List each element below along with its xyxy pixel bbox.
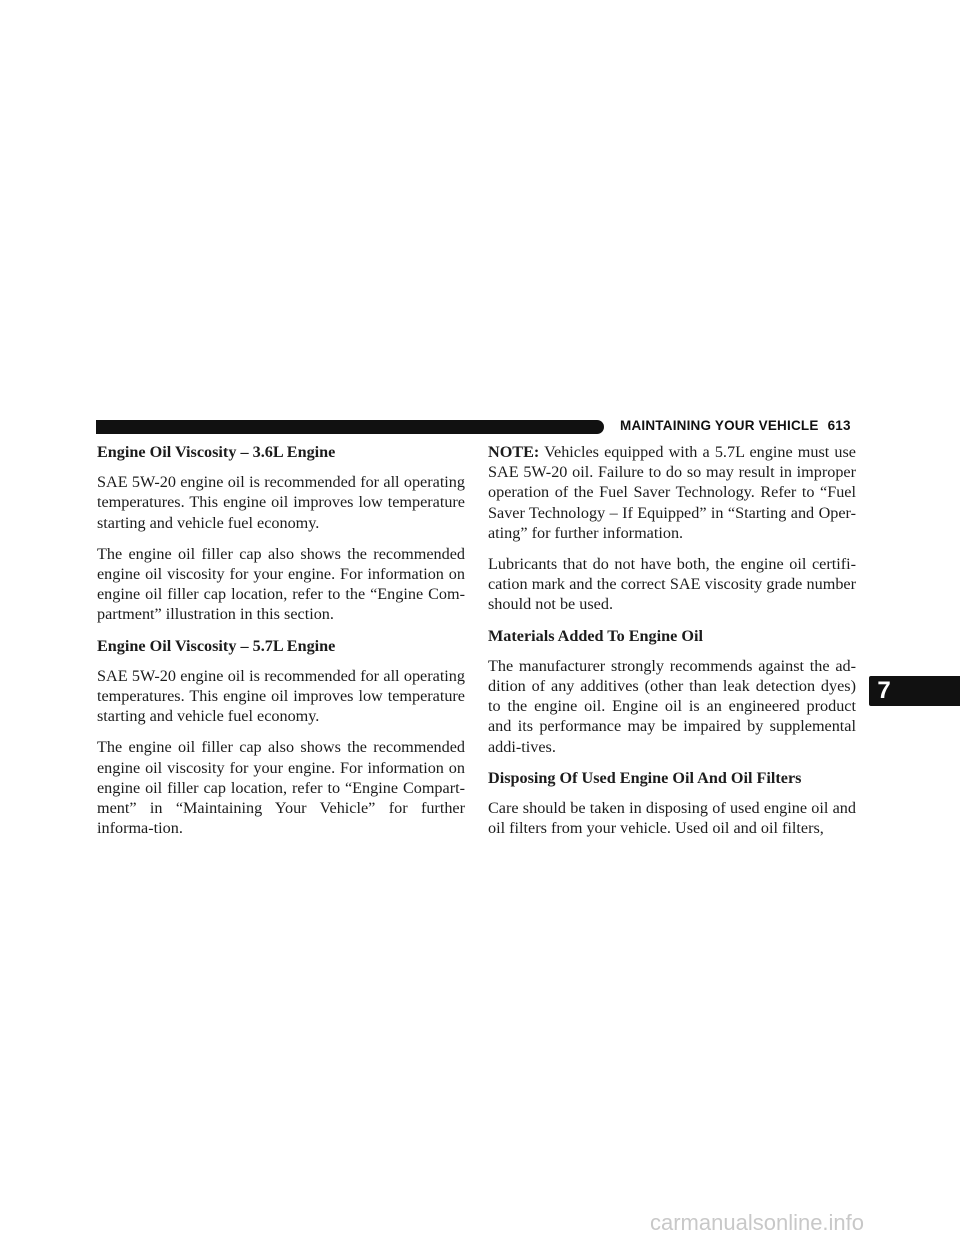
chapter-tab: 7: [869, 676, 899, 706]
paragraph: SAE 5W-20 engine oil is recommended for all operating temperatures. This engine oil improves low temperature starting and vehicle fuel economy.: [97, 666, 465, 726]
chapter-tab-edge: [899, 676, 960, 706]
paragraph: The engine oil filler cap also shows the recommended engine oil viscosity for your engine. For information on engine oil filler cap location, refer to “Engine Compart-ment” in “Maintaining Your Vehicle” for further informa-tion.: [97, 738, 465, 838]
note-label: NOTE:: [488, 443, 540, 461]
note-paragraph: [488, 442, 856, 543]
left-column: [97, 442, 465, 849]
heading-viscosity-57l: Engine Oil Viscosity – 5.7L Engine: [97, 636, 336, 655]
paragraph: SAE 5W-20 engine oil is recommended for all operating temperatures. This engine oil improves low temperature starting and vehicle fuel economy.: [97, 473, 465, 532]
paragraph: Lubricants that do not have both, the engine oil certifi-cation mark and the correct SAE viscosity grade number should not be used.: [488, 555, 856, 614]
heading-viscosity-36l: Engine Oil Viscosity – 3.6L Engine: [97, 443, 336, 461]
right-column: [488, 442, 856, 849]
paragraph: Care should be taken in disposing of used engine oil and oil filters from your vehicle. Used oil and oil filters,: [488, 799, 856, 838]
heading-disposing-oil: Disposing Of Used Engine Oil And Oil Filters: [488, 768, 802, 787]
watermark: carmanualsonline.info: [650, 1210, 865, 1235]
page-number: 613: [827, 418, 851, 433]
running-header: [620, 418, 851, 433]
paragraph: The manufacturer strongly recommends against the ad-dition of any additives (other than leak detection dyes) to the engine oil. Engine oil is an engineered product and its performance may be impaired by supplemental addi-tives.: [488, 656, 856, 756]
note-text: Vehicles equipped with a 5.7L engine must use SAE 5W-20 oil. Failure to do so may result in improper operation of the Fuel Saver Technology. Refer to “Fuel Saver Technology – If Equipped” in “Starting and Oper-ating” for further information.: [488, 443, 856, 542]
header-rule: [96, 420, 604, 434]
paragraph: The engine oil filler cap also shows the recommended engine oil viscosity for your engine. For information on engine oil filler cap location, refer to the “Engine Com-partment” illustration in this section.: [97, 544, 465, 624]
section-title: MAINTAINING YOUR VEHICLE: [620, 418, 819, 433]
heading-materials-added: Materials Added To Engine Oil: [488, 626, 703, 645]
